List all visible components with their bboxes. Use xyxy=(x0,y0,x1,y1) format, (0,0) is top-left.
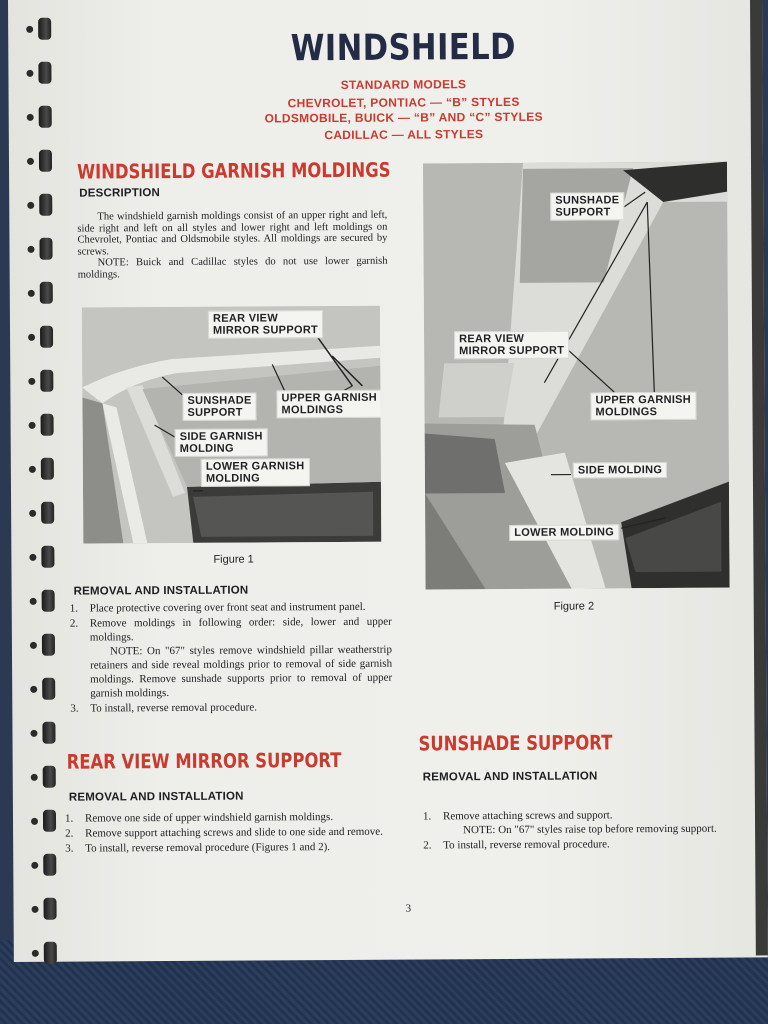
subtitle-line-2: CHEVROLET, PONTIAC — “B” STYLES xyxy=(287,94,520,111)
binding-hole xyxy=(30,730,37,737)
binding-ring xyxy=(43,766,56,788)
step-number: 3. xyxy=(70,702,79,715)
binding-hole xyxy=(31,818,38,825)
binding-hole xyxy=(29,466,36,473)
step-text: Remove one side of upper windshield garnish moldings. xyxy=(84,811,334,825)
binding-ring xyxy=(40,326,53,348)
figure-2-label-upper-garnish-moldings: UPPER GARNISH MOLDINGS xyxy=(590,392,696,421)
binding-ring xyxy=(40,370,53,392)
binding-ring xyxy=(41,458,54,480)
figure-2-label-side-molding: SIDE MOLDING xyxy=(573,462,667,479)
step-text: Remove support attaching screws and slide to one side and remove. xyxy=(85,825,383,840)
figure-1-drawing xyxy=(82,306,381,544)
binding-hole xyxy=(26,70,33,77)
removal-step-3 xyxy=(70,700,392,716)
sunshade-support-heading: SUNSHADE SUPPORT xyxy=(418,730,613,756)
figure-1-photo xyxy=(82,306,381,544)
binding-hole xyxy=(31,862,38,869)
mirror-support-heading: REAR VIEW MIRROR SUPPORT xyxy=(66,747,342,774)
figure-2-label-lower-molding: LOWER MOLDING xyxy=(509,524,619,541)
mirror-removal-heading: REMOVAL AND INSTALLATION xyxy=(68,790,244,804)
binding-ring xyxy=(39,238,52,260)
binding-ring xyxy=(43,898,56,920)
figure-1-label-lower-garnish-molding: LOWER GARNISH MOLDING xyxy=(201,458,310,487)
binding-ring xyxy=(41,414,54,436)
sunshade-removal-heading: REMOVAL AND INSTALLATION xyxy=(422,770,598,784)
page-number: 3 xyxy=(405,902,412,915)
figure-1-label-side-garnish-molding: SIDE GARNISH MOLDING xyxy=(175,428,268,457)
figure-2-label-sunshade-support: SUNSHADE SUPPORT xyxy=(550,192,624,220)
binding-hole xyxy=(30,642,37,649)
binding-hole xyxy=(30,686,37,693)
step-text: To install, reverse removal procedure. xyxy=(443,838,610,852)
binding-hole xyxy=(29,510,36,517)
step-text: To install, reverse removal procedure (Figures 1 and 2). xyxy=(85,841,331,855)
binding-hole xyxy=(29,422,36,429)
manual-page xyxy=(8,0,768,962)
description-note: NOTE: Buick and Cadillac styles do not use lower garnish moldings. xyxy=(77,255,388,281)
figure-2-caption: Figure 2 xyxy=(553,600,595,613)
binding-ring xyxy=(38,18,51,40)
binding-hole xyxy=(28,246,35,253)
removal-step-1 xyxy=(70,600,392,616)
mirror-step-3 xyxy=(65,840,395,856)
step-number: 1. xyxy=(422,810,432,823)
binding-hole xyxy=(28,334,35,341)
mirror-step-2 xyxy=(65,825,395,841)
step-number: 1. xyxy=(64,812,74,825)
removal-heading: REMOVAL AND INSTALLATION xyxy=(73,584,249,598)
step-number: 2. xyxy=(69,617,79,630)
binding-ring xyxy=(40,282,53,304)
binding-hole xyxy=(29,554,36,561)
mirror-steps xyxy=(65,810,395,857)
sunshade-step-1 xyxy=(423,807,757,837)
description-paragraph: The windshield garnish moldings consist of an upper right and left, side right and left on all styles and lower right and left moldings on Chevrolet, Pontiac and Oldsmobile styles. All moldings are secured by screws. xyxy=(77,209,388,258)
figure-1-label-upper-garnish-moldings: UPPER GARNISH MOLDINGS xyxy=(276,390,381,419)
step-text: To install, reverse removal procedure. xyxy=(90,701,257,715)
description-heading: DESCRIPTION xyxy=(79,187,161,200)
step-number: 3. xyxy=(65,842,74,855)
removal-step-2 xyxy=(70,615,393,701)
step-note: NOTE: On "67" styles raise top before removing support. xyxy=(463,822,717,837)
spiral-binding xyxy=(8,0,66,960)
sunshade-steps xyxy=(423,807,757,853)
page-title: WINDSHIELD xyxy=(290,26,517,70)
binding-hole xyxy=(28,290,35,297)
binding-ring xyxy=(42,634,55,656)
binding-ring xyxy=(39,194,52,216)
binding-hole xyxy=(27,158,34,165)
binding-hole xyxy=(27,202,34,209)
binding-ring xyxy=(43,854,56,876)
step-text: Place protective covering over front seat and instrument panel. xyxy=(89,600,366,615)
binding-ring xyxy=(43,810,56,832)
step-text: Remove attaching screws and support. xyxy=(442,809,613,823)
binding-hole xyxy=(26,26,33,33)
binding-hole xyxy=(32,950,39,957)
figure-1-caption: Figure 1 xyxy=(213,553,254,566)
mirror-step-1 xyxy=(65,810,395,826)
binding-hole xyxy=(28,378,35,385)
garnish-moldings-heading: WINDSHIELD GARNISH MOLDINGS xyxy=(76,157,391,184)
binding-ring xyxy=(41,546,54,568)
binding-hole xyxy=(32,906,39,913)
step-text: Remove moldings in following order: side, lower and upper moldings. xyxy=(89,615,392,644)
step-number: 2. xyxy=(65,827,74,840)
sunshade-step-2 xyxy=(423,836,757,852)
binding-hole xyxy=(31,774,38,781)
binding-ring xyxy=(42,722,55,744)
binding-ring xyxy=(41,502,54,524)
binding-hole xyxy=(30,598,37,605)
figure-1-label-rear-view-mirror-support: REAR VIEW MIRROR SUPPORT xyxy=(208,310,323,339)
description-text xyxy=(77,210,387,281)
binding-ring xyxy=(39,150,52,172)
subtitle-line-3: OLDSMOBILE, BUICK — “B” AND “C” STYLES xyxy=(264,109,543,126)
subtitle-line-4: CADILLAC — ALL STYLES xyxy=(324,127,484,143)
removal-steps xyxy=(70,600,393,717)
binding-ring xyxy=(42,678,55,700)
figure-2-photo xyxy=(423,162,730,590)
step-note: NOTE: On "67" styles remove windshield pillar weatherstrip retainers and side reveal moldings prior to removal of side garnish moldings. Remove sunshade supports prior to removal of upper garnish moldings. xyxy=(90,643,393,700)
step-number: 1. xyxy=(69,602,79,615)
subtitle-line-1: STANDARD MODELS xyxy=(340,77,467,92)
figure-1-label-sunshade-support: SUNSHADE SUPPORT xyxy=(182,392,256,420)
step-number: 2. xyxy=(423,839,432,852)
binding-ring xyxy=(44,942,57,964)
figure-2-label-rear-view-mirror-support: REAR VIEW MIRROR SUPPORT xyxy=(454,331,569,360)
binding-ring xyxy=(42,590,55,612)
